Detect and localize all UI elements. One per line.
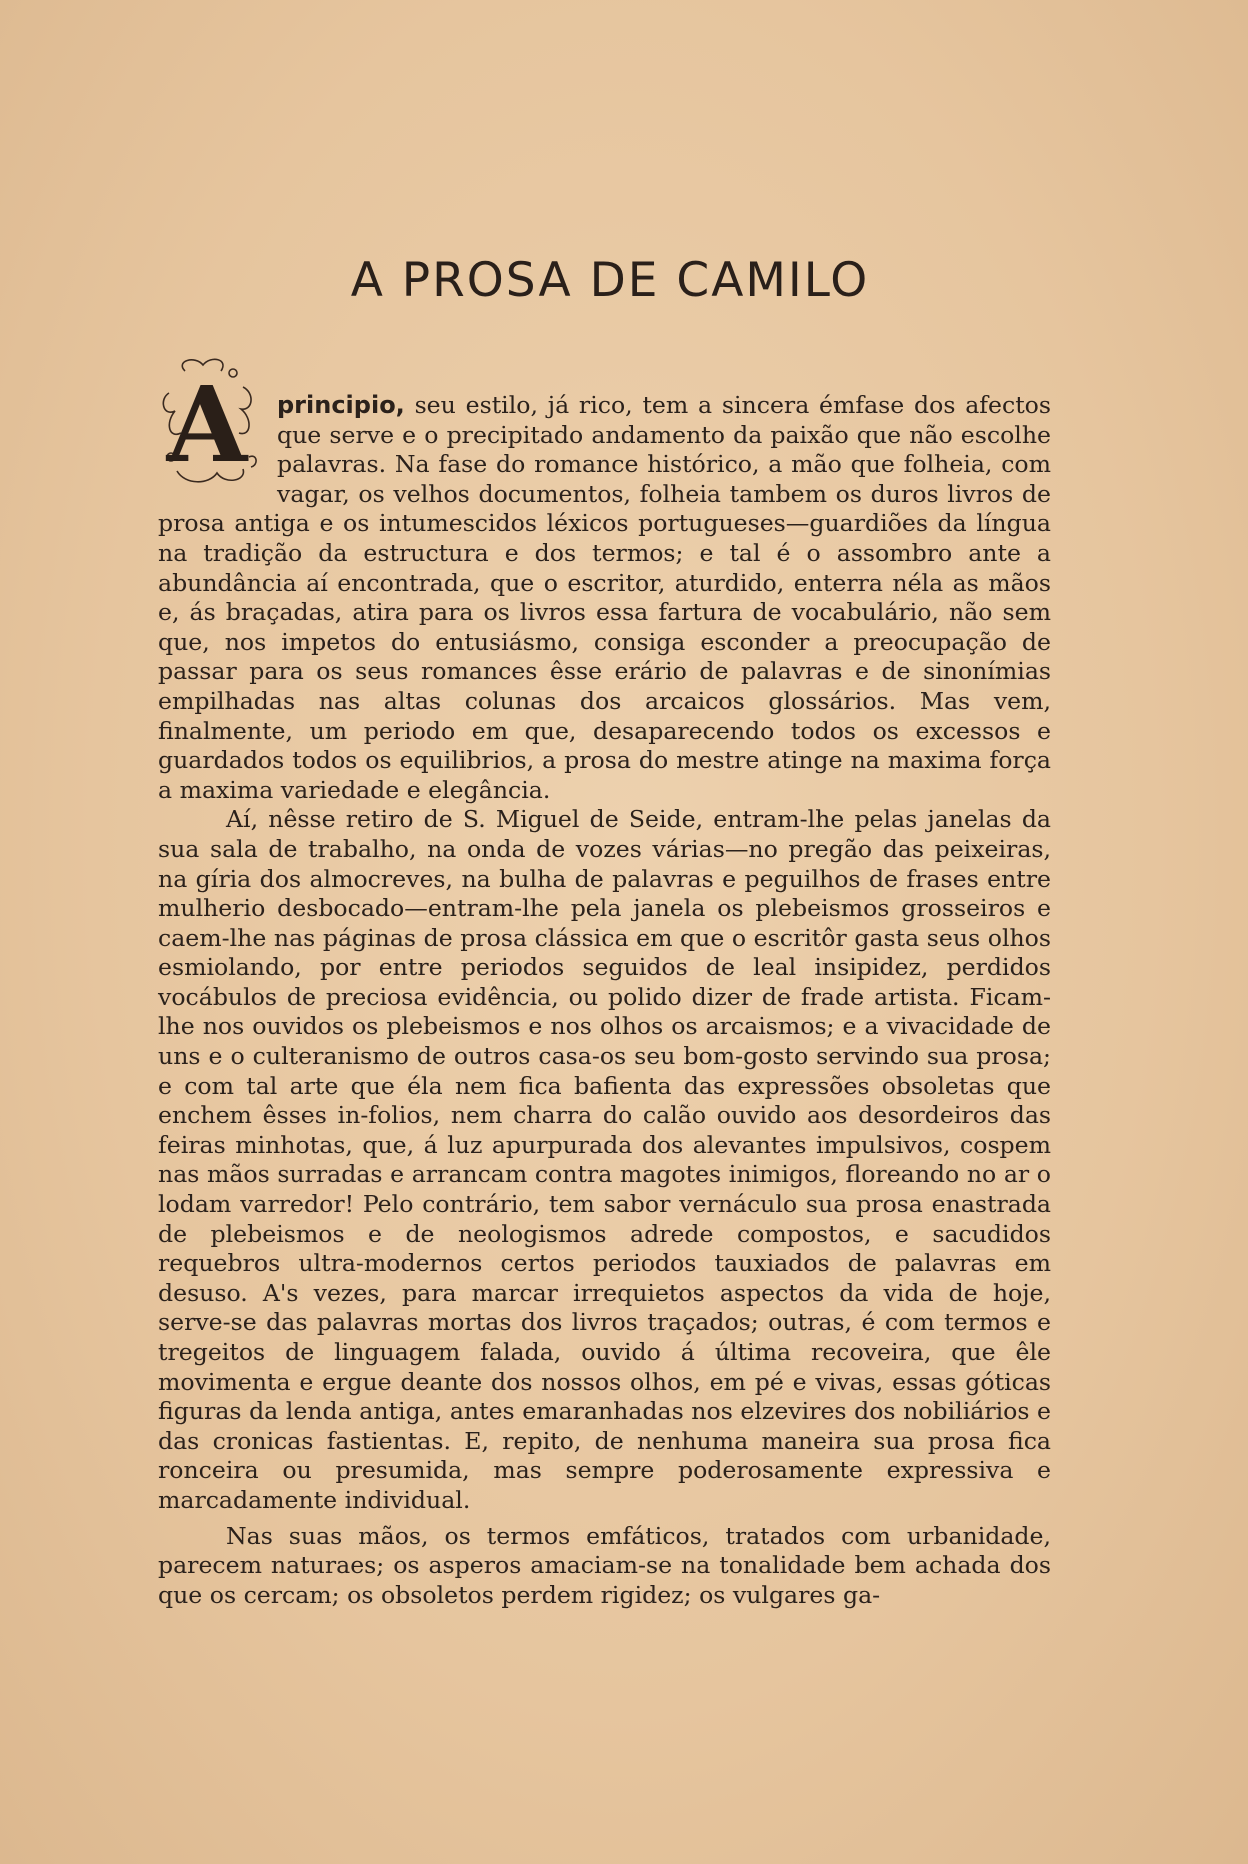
body-text <box>158 363 1051 1610</box>
chapter-title: A PROSA DE CAMILO <box>350 253 870 309</box>
dropcap-letter: A <box>166 363 248 486</box>
ornamental-dropcap-a <box>155 353 263 487</box>
paragraph-lead-word: principio, <box>277 391 405 419</box>
paragraph-2: Aí, nêsse retiro de S. Miguel de Seide, entram-lhe pelas janelas da sua sala de trabalho, na onda de vozes várias—no pregão das peixeiras, na gíria dos almocreves, na bulha de palavras e peguilhos de frases entre mulherio desbocado—entram-lhe pela janela os plebeismos grosseiros e caem-lhe nas páginas de prosa clássica em que o escritôr gasta seus olhos esmiolando, por entre periodos seguidos de leal insipidez, perdidos vocábulos de preciosa evidência, ou polido dizer de frade artista. Ficam-lhe nos ouvidos os plebeismos e nos olhos os arcaismos; e a vivacidade de uns e o culteranismo de outros casa-os seu bom-gosto servindo sua prosa; e com tal arte que éla nem fica bafienta das expressões obsoletas que enchem êsses in-folios, nem charra do calão ouvido aos desordeiros das feiras minhotas, que, á luz apurpurada dos alevantes impulsivos, cospem nas mãos surradas e arrancam contra magotes inimigos, floreando no ar o lodam varredor! Pelo contrário, tem sabor vernáculo sua prosa enastrada de plebeismos e de neologismos adrede compostos, e sacudidos requebros ultra-modernos certos periodos tauxiados de palavras em desuso. A's vezes, para marcar irrequietos aspectos da vida de hoje, serve-se das palavras mortas dos livros traçados; outras, é com termos e tregeitos de linguagem falada, ouvido á última recoveira, que êle movimenta e ergue deante dos nossos olhos, em pé e vivas, essas góticas figuras da lenda antiga, antes emaranhadas nos elzevires dos nobiliários e das cronicas fastientas. E, repito, de nenhuma maneira sua prosa fica ronceira ou presumida, mas sempre poderosamente expressiva e marcadamente individual. <box>158 805 1051 1514</box>
paragraph-3: Nas suas mãos, os termos emfáticos, tratados com urbanidade, parecem naturaes; os asperos amaciam-se na tonalidade bem achada dos que os cercam; os obsoletos perdem rigidez; os vulgares ga- <box>158 1521 1051 1609</box>
paragraph-1 <box>158 363 1051 805</box>
paragraph-1-text: seu estilo, já rico, tem a sincera émfase dos afectos que serve e o precipitado andamento da paixão que não escolhe palavras. Na fase do romance histórico, a mão que folheia, com vagar, os velhos documentos, folheia tambem os duros livros de prosa antiga e os intumescidos léxicos portugueses—guardiões da língua na tradição da estructura e dos termos; e tal é o assombro ante a abundância aí encontrada, que o escritor, aturdido, enterra néla as mãos e, ás braçadas, atira para os livros essa fartura de vocabulário, não sem que, nos impetos do entusiásmo, consiga esconder a preocupação de passar para os seus romances êsse erário de palavras e de sinonímias empilhadas nas altas colunas dos arcaicos glossários. Mas vem, finalmente, um periodo em que, desaparecendo todos os excessos e guardados todos os equilibrios, a prosa do mestre atinge na maxima força a maxima variedade e elegância. <box>158 391 1051 804</box>
